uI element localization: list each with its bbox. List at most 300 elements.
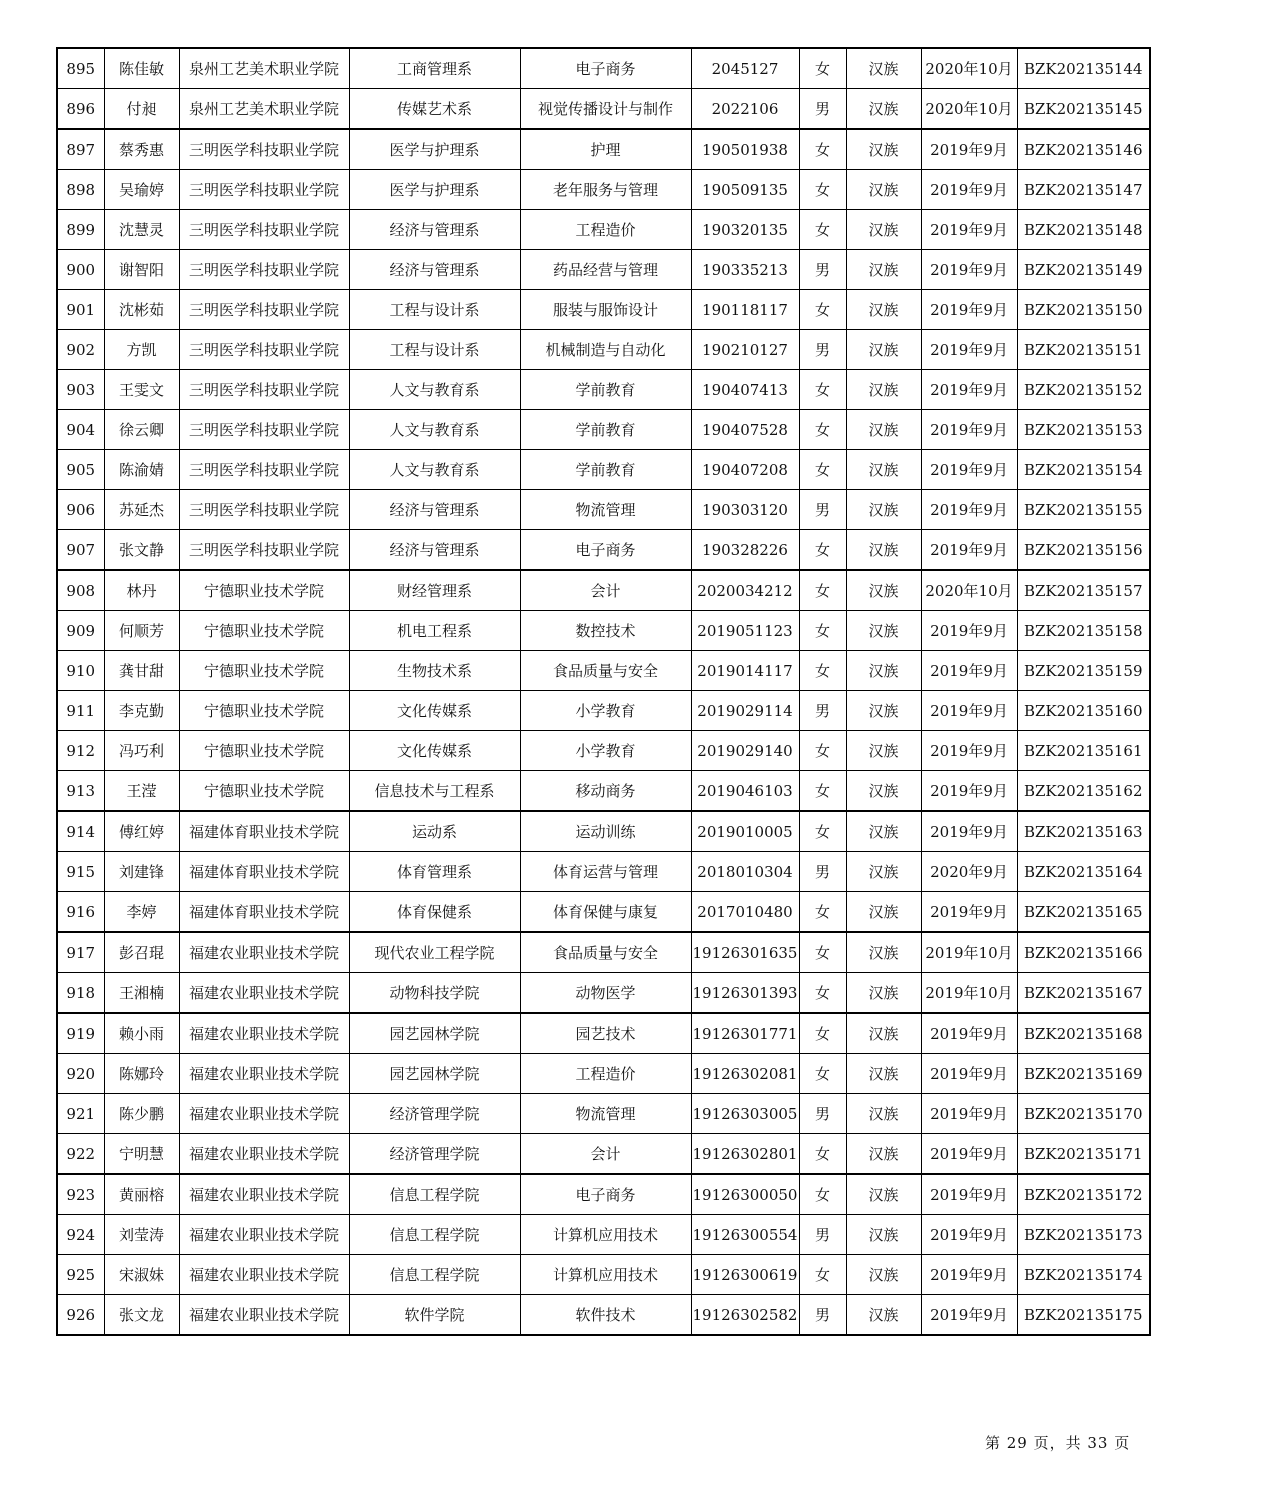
school-name-cell: 三明医学科技职业学院 <box>179 330 349 370</box>
gender-cell: 女 <box>799 611 846 651</box>
ethnicity-cell: 汉族 <box>846 89 921 130</box>
page-number: 第 29 页，共 33 页 <box>985 1434 1131 1452</box>
gender-cell: 女 <box>799 210 846 250</box>
school-name-cell: 福建农业职业技术学院 <box>179 1215 349 1255</box>
student-id-cell: 190509135 <box>691 170 799 210</box>
row-number-cell: 925 <box>57 1255 104 1295</box>
student-id-cell: 2022106 <box>691 89 799 130</box>
school-name-cell: 宁德职业技术学院 <box>179 570 349 611</box>
student-name-cell: 徐云卿 <box>104 410 179 450</box>
student-id-cell: 190118117 <box>691 290 799 330</box>
ethnicity-cell: 汉族 <box>846 1174 921 1215</box>
row-number-cell: 910 <box>57 651 104 691</box>
table-body <box>57 48 1150 1335</box>
department-cell: 信息工程学院 <box>349 1215 520 1255</box>
gender-cell: 女 <box>799 450 846 490</box>
student-id-cell: 2020034212 <box>691 570 799 611</box>
major-cell: 体育运营与管理 <box>520 852 691 892</box>
major-cell: 护理 <box>520 129 691 170</box>
gender-cell: 女 <box>799 932 846 973</box>
ethnicity-cell: 汉族 <box>846 1255 921 1295</box>
gender-cell: 女 <box>799 811 846 852</box>
gender-cell: 男 <box>799 1215 846 1255</box>
table-row <box>57 1013 1150 1054</box>
certificate-number-cell: BZK202135164 <box>1017 852 1150 892</box>
table-row <box>57 852 1150 892</box>
enrollment-date-cell: 2019年10月 <box>921 932 1017 973</box>
major-cell: 服装与服饰设计 <box>520 290 691 330</box>
certificate-number-cell: BZK202135160 <box>1017 691 1150 731</box>
row-number-cell: 904 <box>57 410 104 450</box>
enrollment-date-cell: 2019年9月 <box>921 1054 1017 1094</box>
student-name-cell: 王滢 <box>104 771 179 812</box>
row-number-cell: 899 <box>57 210 104 250</box>
table-row <box>57 450 1150 490</box>
gender-cell: 女 <box>799 1255 846 1295</box>
ethnicity-cell: 汉族 <box>846 410 921 450</box>
table-row <box>57 651 1150 691</box>
ethnicity-cell: 汉族 <box>846 490 921 530</box>
school-name-cell: 福建农业职业技术学院 <box>179 1013 349 1054</box>
student-list-table <box>56 47 1151 1336</box>
gender-cell: 女 <box>799 1013 846 1054</box>
ethnicity-cell: 汉族 <box>846 811 921 852</box>
certificate-number-cell: BZK202135156 <box>1017 530 1150 571</box>
major-cell: 会计 <box>520 570 691 611</box>
student-name-cell: 陈佳敏 <box>104 48 179 89</box>
enrollment-date-cell: 2019年9月 <box>921 170 1017 210</box>
department-cell: 人文与教育系 <box>349 450 520 490</box>
row-number-cell: 914 <box>57 811 104 852</box>
enrollment-date-cell: 2020年10月 <box>921 89 1017 130</box>
department-cell: 体育管理系 <box>349 852 520 892</box>
department-cell: 经济管理学院 <box>349 1094 520 1134</box>
certificate-number-cell: BZK202135167 <box>1017 973 1150 1014</box>
row-number-cell: 912 <box>57 731 104 771</box>
row-number-cell: 924 <box>57 1215 104 1255</box>
major-cell: 运动训练 <box>520 811 691 852</box>
certificate-number-cell: BZK202135162 <box>1017 771 1150 812</box>
department-cell: 传媒艺术系 <box>349 89 520 130</box>
certificate-number-cell: BZK202135155 <box>1017 490 1150 530</box>
school-name-cell: 三明医学科技职业学院 <box>179 290 349 330</box>
gender-cell: 男 <box>799 250 846 290</box>
gender-cell: 女 <box>799 892 846 933</box>
ethnicity-cell: 汉族 <box>846 771 921 812</box>
school-name-cell: 福建体育职业技术学院 <box>179 811 349 852</box>
school-name-cell: 三明医学科技职业学院 <box>179 250 349 290</box>
ethnicity-cell: 汉族 <box>846 450 921 490</box>
school-name-cell: 福建农业职业技术学院 <box>179 973 349 1014</box>
ethnicity-cell: 汉族 <box>846 210 921 250</box>
row-number-cell: 915 <box>57 852 104 892</box>
ethnicity-cell: 汉族 <box>846 892 921 933</box>
school-name-cell: 三明医学科技职业学院 <box>179 129 349 170</box>
enrollment-date-cell: 2019年9月 <box>921 731 1017 771</box>
student-id-cell: 190407528 <box>691 410 799 450</box>
ethnicity-cell: 汉族 <box>846 852 921 892</box>
gender-cell: 女 <box>799 290 846 330</box>
major-cell: 会计 <box>520 1134 691 1175</box>
table-row <box>57 250 1150 290</box>
row-number-cell: 923 <box>57 1174 104 1215</box>
ethnicity-cell: 汉族 <box>846 1134 921 1175</box>
enrollment-date-cell: 2019年9月 <box>921 1295 1017 1336</box>
department-cell: 经济与管理系 <box>349 250 520 290</box>
table-row <box>57 1054 1150 1094</box>
enrollment-date-cell: 2019年9月 <box>921 330 1017 370</box>
enrollment-date-cell: 2019年9月 <box>921 611 1017 651</box>
student-id-cell: 190320135 <box>691 210 799 250</box>
student-name-cell: 沈彬茹 <box>104 290 179 330</box>
student-name-cell: 王湘楠 <box>104 973 179 1014</box>
student-id-cell: 2019014117 <box>691 651 799 691</box>
school-name-cell: 宁德职业技术学院 <box>179 771 349 812</box>
department-cell: 财经管理系 <box>349 570 520 611</box>
student-id-cell: 2018010304 <box>691 852 799 892</box>
certificate-number-cell: BZK202135166 <box>1017 932 1150 973</box>
ethnicity-cell: 汉族 <box>846 611 921 651</box>
row-number-cell: 916 <box>57 892 104 933</box>
student-name-cell: 李婷 <box>104 892 179 933</box>
row-number-cell: 917 <box>57 932 104 973</box>
school-name-cell: 福建体育职业技术学院 <box>179 892 349 933</box>
enrollment-date-cell: 2019年9月 <box>921 490 1017 530</box>
enrollment-date-cell: 2019年9月 <box>921 370 1017 410</box>
school-name-cell: 宁德职业技术学院 <box>179 651 349 691</box>
major-cell: 物流管理 <box>520 490 691 530</box>
certificate-number-cell: BZK202135169 <box>1017 1054 1150 1094</box>
gender-cell: 女 <box>799 731 846 771</box>
school-name-cell: 三明医学科技职业学院 <box>179 410 349 450</box>
school-name-cell: 泉州工艺美术职业学院 <box>179 48 349 89</box>
ethnicity-cell: 汉族 <box>846 1094 921 1134</box>
ethnicity-cell: 汉族 <box>846 290 921 330</box>
major-cell: 食品质量与安全 <box>520 651 691 691</box>
row-number-cell: 926 <box>57 1295 104 1336</box>
student-id-cell: 190210127 <box>691 330 799 370</box>
certificate-number-cell: BZK202135146 <box>1017 129 1150 170</box>
department-cell: 体育保健系 <box>349 892 520 933</box>
enrollment-date-cell: 2020年9月 <box>921 852 1017 892</box>
student-id-cell: 190407208 <box>691 450 799 490</box>
enrollment-date-cell: 2019年9月 <box>921 1174 1017 1215</box>
table-row <box>57 170 1150 210</box>
row-number-cell: 913 <box>57 771 104 812</box>
major-cell: 食品质量与安全 <box>520 932 691 973</box>
table-row <box>57 1174 1150 1215</box>
gender-cell: 男 <box>799 89 846 130</box>
ethnicity-cell: 汉族 <box>846 1013 921 1054</box>
school-name-cell: 福建农业职业技术学院 <box>179 1094 349 1134</box>
student-id-cell: 2045127 <box>691 48 799 89</box>
table-row <box>57 1094 1150 1134</box>
table-row <box>57 611 1150 651</box>
school-name-cell: 福建农业职业技术学院 <box>179 1255 349 1295</box>
ethnicity-cell: 汉族 <box>846 1295 921 1336</box>
certificate-number-cell: BZK202135161 <box>1017 731 1150 771</box>
table-row <box>57 691 1150 731</box>
row-number-cell: 901 <box>57 290 104 330</box>
table-row <box>57 1295 1150 1336</box>
gender-cell: 女 <box>799 973 846 1014</box>
row-number-cell: 907 <box>57 530 104 571</box>
major-cell: 电子商务 <box>520 1174 691 1215</box>
certificate-number-cell: BZK202135173 <box>1017 1215 1150 1255</box>
student-id-cell: 2019029114 <box>691 691 799 731</box>
certificate-number-cell: BZK202135149 <box>1017 250 1150 290</box>
row-number-cell: 919 <box>57 1013 104 1054</box>
ethnicity-cell: 汉族 <box>846 651 921 691</box>
certificate-number-cell: BZK202135154 <box>1017 450 1150 490</box>
enrollment-date-cell: 2019年9月 <box>921 290 1017 330</box>
ethnicity-cell: 汉族 <box>846 370 921 410</box>
school-name-cell: 三明医学科技职业学院 <box>179 490 349 530</box>
student-name-cell: 冯巧利 <box>104 731 179 771</box>
student-id-cell: 190501938 <box>691 129 799 170</box>
certificate-number-cell: BZK202135150 <box>1017 290 1150 330</box>
department-cell: 人文与教育系 <box>349 370 520 410</box>
student-name-cell: 宁明慧 <box>104 1134 179 1175</box>
ethnicity-cell: 汉族 <box>846 932 921 973</box>
enrollment-date-cell: 2019年9月 <box>921 771 1017 812</box>
certificate-number-cell: BZK202135163 <box>1017 811 1150 852</box>
student-name-cell: 彭召琨 <box>104 932 179 973</box>
gender-cell: 女 <box>799 129 846 170</box>
major-cell: 小学教育 <box>520 691 691 731</box>
student-id-cell: 190303120 <box>691 490 799 530</box>
enrollment-date-cell: 2019年9月 <box>921 530 1017 571</box>
department-cell: 经济与管理系 <box>349 490 520 530</box>
enrollment-date-cell: 2019年9月 <box>921 1134 1017 1175</box>
department-cell: 信息工程学院 <box>349 1255 520 1295</box>
major-cell: 体育保健与康复 <box>520 892 691 933</box>
major-cell: 小学教育 <box>520 731 691 771</box>
certificate-number-cell: BZK202135147 <box>1017 170 1150 210</box>
student-id-cell: 190328226 <box>691 530 799 571</box>
student-name-cell: 陈少鹏 <box>104 1094 179 1134</box>
major-cell: 移动商务 <box>520 771 691 812</box>
department-cell: 园艺园林学院 <box>349 1013 520 1054</box>
ethnicity-cell: 汉族 <box>846 570 921 611</box>
certificate-number-cell: BZK202135175 <box>1017 1295 1150 1336</box>
table-row <box>57 731 1150 771</box>
department-cell: 机电工程系 <box>349 611 520 651</box>
student-name-cell: 付昶 <box>104 89 179 130</box>
student-id-cell: 19126302081 <box>691 1054 799 1094</box>
student-id-cell: 19126303005 <box>691 1094 799 1134</box>
gender-cell: 女 <box>799 370 846 410</box>
table-row <box>57 89 1150 130</box>
row-number-cell: 900 <box>57 250 104 290</box>
table-row <box>57 330 1150 370</box>
major-cell: 物流管理 <box>520 1094 691 1134</box>
row-number-cell: 897 <box>57 129 104 170</box>
student-id-cell: 190335213 <box>691 250 799 290</box>
student-id-cell: 2017010480 <box>691 892 799 933</box>
ethnicity-cell: 汉族 <box>846 129 921 170</box>
student-name-cell: 刘建锋 <box>104 852 179 892</box>
student-name-cell: 吴瑜婷 <box>104 170 179 210</box>
certificate-number-cell: BZK202135170 <box>1017 1094 1150 1134</box>
gender-cell: 女 <box>799 651 846 691</box>
school-name-cell: 福建农业职业技术学院 <box>179 932 349 973</box>
table-row <box>57 410 1150 450</box>
gender-cell: 男 <box>799 330 846 370</box>
school-name-cell: 福建农业职业技术学院 <box>179 1174 349 1215</box>
gender-cell: 女 <box>799 48 846 89</box>
major-cell: 工程造价 <box>520 210 691 250</box>
gender-cell: 男 <box>799 1295 846 1336</box>
student-name-cell: 宋淑妹 <box>104 1255 179 1295</box>
enrollment-date-cell: 2019年9月 <box>921 811 1017 852</box>
student-id-cell: 19126301771 <box>691 1013 799 1054</box>
certificate-number-cell: BZK202135148 <box>1017 210 1150 250</box>
enrollment-date-cell: 2019年9月 <box>921 691 1017 731</box>
enrollment-date-cell: 2019年9月 <box>921 1094 1017 1134</box>
ethnicity-cell: 汉族 <box>846 170 921 210</box>
major-cell: 数控技术 <box>520 611 691 651</box>
department-cell: 生物技术系 <box>349 651 520 691</box>
row-number-cell: 911 <box>57 691 104 731</box>
department-cell: 经济管理学院 <box>349 1134 520 1175</box>
ethnicity-cell: 汉族 <box>846 1054 921 1094</box>
gender-cell: 女 <box>799 1174 846 1215</box>
gender-cell: 男 <box>799 490 846 530</box>
student-name-cell: 陈娜玲 <box>104 1054 179 1094</box>
row-number-cell: 918 <box>57 973 104 1014</box>
table-row <box>57 973 1150 1014</box>
student-id-cell: 19126302582 <box>691 1295 799 1336</box>
certificate-number-cell: BZK202135153 <box>1017 410 1150 450</box>
ethnicity-cell: 汉族 <box>846 691 921 731</box>
major-cell: 学前教育 <box>520 410 691 450</box>
student-name-cell: 赖小雨 <box>104 1013 179 1054</box>
student-id-cell: 190407413 <box>691 370 799 410</box>
department-cell: 现代农业工程学院 <box>349 932 520 973</box>
department-cell: 医学与护理系 <box>349 170 520 210</box>
certificate-number-cell: BZK202135165 <box>1017 892 1150 933</box>
student-name-cell: 何顺芳 <box>104 611 179 651</box>
student-id-cell: 19126300050 <box>691 1174 799 1215</box>
school-name-cell: 宁德职业技术学院 <box>179 611 349 651</box>
certificate-number-cell: BZK202135159 <box>1017 651 1150 691</box>
major-cell: 软件技术 <box>520 1295 691 1336</box>
student-id-cell: 2019051123 <box>691 611 799 651</box>
enrollment-date-cell: 2019年9月 <box>921 651 1017 691</box>
table-row <box>57 48 1150 89</box>
department-cell: 动物科技学院 <box>349 973 520 1014</box>
certificate-number-cell: BZK202135151 <box>1017 330 1150 370</box>
gender-cell: 女 <box>799 170 846 210</box>
school-name-cell: 福建农业职业技术学院 <box>179 1295 349 1336</box>
gender-cell: 男 <box>799 691 846 731</box>
major-cell: 机械制造与自动化 <box>520 330 691 370</box>
certificate-number-cell: BZK202135144 <box>1017 48 1150 89</box>
certificate-number-cell: BZK202135157 <box>1017 570 1150 611</box>
student-id-cell: 2019010005 <box>691 811 799 852</box>
enrollment-date-cell: 2019年9月 <box>921 892 1017 933</box>
ethnicity-cell: 汉族 <box>846 530 921 571</box>
department-cell: 运动系 <box>349 811 520 852</box>
school-name-cell: 宁德职业技术学院 <box>179 731 349 771</box>
student-name-cell: 张文静 <box>104 530 179 571</box>
student-name-cell: 林丹 <box>104 570 179 611</box>
department-cell: 信息技术与工程系 <box>349 771 520 812</box>
school-name-cell: 福建农业职业技术学院 <box>179 1134 349 1175</box>
department-cell: 人文与教育系 <box>349 410 520 450</box>
certificate-number-cell: BZK202135171 <box>1017 1134 1150 1175</box>
school-name-cell: 三明医学科技职业学院 <box>179 170 349 210</box>
row-number-cell: 906 <box>57 490 104 530</box>
row-number-cell: 896 <box>57 89 104 130</box>
student-id-cell: 2019029140 <box>691 731 799 771</box>
enrollment-date-cell: 2019年9月 <box>921 129 1017 170</box>
table-row <box>57 490 1150 530</box>
student-name-cell: 傅红婷 <box>104 811 179 852</box>
table-row <box>57 290 1150 330</box>
student-name-cell: 沈慧灵 <box>104 210 179 250</box>
table-row <box>57 1134 1150 1175</box>
enrollment-date-cell: 2019年9月 <box>921 250 1017 290</box>
certificate-number-cell: BZK202135174 <box>1017 1255 1150 1295</box>
department-cell: 工程与设计系 <box>349 290 520 330</box>
student-name-cell: 苏延杰 <box>104 490 179 530</box>
enrollment-date-cell: 2019年9月 <box>921 450 1017 490</box>
department-cell: 医学与护理系 <box>349 129 520 170</box>
major-cell: 电子商务 <box>520 48 691 89</box>
department-cell: 文化传媒系 <box>349 691 520 731</box>
row-number-cell: 921 <box>57 1094 104 1134</box>
row-number-cell: 902 <box>57 330 104 370</box>
gender-cell: 女 <box>799 771 846 812</box>
school-name-cell: 三明医学科技职业学院 <box>179 450 349 490</box>
ethnicity-cell: 汉族 <box>846 731 921 771</box>
student-name-cell: 陈渝婧 <box>104 450 179 490</box>
table-row <box>57 1215 1150 1255</box>
department-cell: 工商管理系 <box>349 48 520 89</box>
table-row <box>57 892 1150 933</box>
gender-cell: 女 <box>799 530 846 571</box>
row-number-cell: 908 <box>57 570 104 611</box>
student-name-cell: 张文龙 <box>104 1295 179 1336</box>
student-name-cell: 方凯 <box>104 330 179 370</box>
student-name-cell: 王雯文 <box>104 370 179 410</box>
student-id-cell: 19126300554 <box>691 1215 799 1255</box>
enrollment-date-cell: 2020年10月 <box>921 48 1017 89</box>
gender-cell: 女 <box>799 570 846 611</box>
student-id-cell: 19126302801 <box>691 1134 799 1175</box>
student-id-cell: 19126301635 <box>691 932 799 973</box>
major-cell: 电子商务 <box>520 530 691 571</box>
school-name-cell: 泉州工艺美术职业学院 <box>179 89 349 130</box>
enrollment-date-cell: 2019年9月 <box>921 1255 1017 1295</box>
major-cell: 计算机应用技术 <box>520 1255 691 1295</box>
enrollment-date-cell: 2019年10月 <box>921 973 1017 1014</box>
major-cell: 药品经营与管理 <box>520 250 691 290</box>
school-name-cell: 三明医学科技职业学院 <box>179 210 349 250</box>
major-cell: 老年服务与管理 <box>520 170 691 210</box>
student-name-cell: 蔡秀惠 <box>104 129 179 170</box>
student-id-cell: 19126301393 <box>691 973 799 1014</box>
major-cell: 工程造价 <box>520 1054 691 1094</box>
school-name-cell: 三明医学科技职业学院 <box>179 530 349 571</box>
school-name-cell: 三明医学科技职业学院 <box>179 370 349 410</box>
certificate-number-cell: BZK202135172 <box>1017 1174 1150 1215</box>
table-row <box>57 210 1150 250</box>
table-row <box>57 530 1150 571</box>
department-cell: 软件学院 <box>349 1295 520 1336</box>
